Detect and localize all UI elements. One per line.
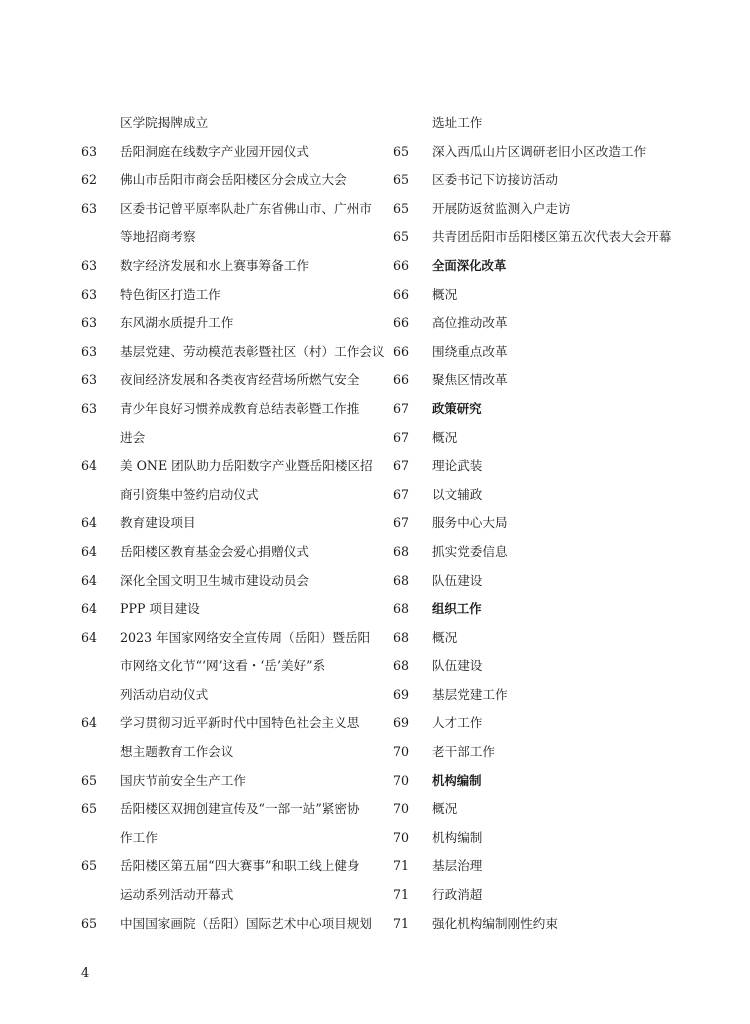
toc-entry-text: 概况 xyxy=(432,429,458,445)
toc-page-number: 63 xyxy=(81,200,98,216)
toc-page-number: 69 xyxy=(393,715,410,731)
toc-entry-text: 队伍建设 xyxy=(432,658,483,674)
toc-entry-text: 商引资集中签约启动仪式 xyxy=(120,486,259,502)
toc-entry-text: 高位推动改革 xyxy=(432,315,508,331)
toc-page-number: 68 xyxy=(393,572,410,588)
toc-entry xyxy=(0,567,390,596)
toc-page-number: 63 xyxy=(81,286,98,302)
toc-right-column xyxy=(380,109,750,938)
toc-entry xyxy=(380,910,750,939)
toc-entry xyxy=(0,767,390,796)
page-number: 4 xyxy=(81,966,90,981)
toc-entry-text: 队伍建设 xyxy=(432,572,483,588)
toc-entry xyxy=(0,910,390,939)
toc-entry-text: 国庆节前安全生产工作 xyxy=(120,772,246,788)
toc-heading-text: 政策研究 xyxy=(432,400,482,416)
toc-entry xyxy=(380,738,750,767)
toc-entry xyxy=(380,366,750,395)
toc-entry xyxy=(0,624,390,653)
toc-page-number: 65 xyxy=(81,801,98,817)
toc-page-number: 63 xyxy=(81,143,98,159)
toc-entry xyxy=(380,166,750,195)
toc-entry xyxy=(0,824,390,853)
toc-page-number: 67 xyxy=(393,486,410,502)
toc-entry-text: 人才工作 xyxy=(432,715,483,731)
toc-entry-text: 开展防返贫监测入户走访 xyxy=(432,200,571,216)
toc-heading-text: 全面深化改革 xyxy=(432,257,507,273)
toc-page-number: 63 xyxy=(81,315,98,331)
toc-page-number: 64 xyxy=(81,458,98,474)
toc-entry xyxy=(380,567,750,596)
toc-page-number: 66 xyxy=(393,372,410,388)
toc-entry xyxy=(0,309,390,338)
toc-page-number: 65 xyxy=(393,143,410,159)
toc-entry xyxy=(380,195,750,224)
toc-page-number: 71 xyxy=(393,915,410,931)
toc-entry xyxy=(0,795,390,824)
toc-entry-text: 作工作 xyxy=(120,829,158,845)
toc-page-number: 65 xyxy=(81,772,98,788)
toc-entry xyxy=(0,109,390,138)
toc-entry-text: 围绕重点改革 xyxy=(432,343,508,359)
toc-entry-text: 选址工作 xyxy=(432,115,483,130)
toc-entry-text: 学习贯彻习近平新时代中国特色社会主义思 xyxy=(120,715,360,731)
toc-entry xyxy=(380,795,750,824)
toc-section-heading xyxy=(380,252,750,281)
toc-entry-text: 聚焦区情改革 xyxy=(432,372,508,388)
toc-entry-text: 中国国家画院（岳阳）国际艺术中心项目规划 xyxy=(120,915,372,931)
toc-page-number: 71 xyxy=(393,887,410,903)
toc-entry xyxy=(0,138,390,167)
toc-entry-text: 理论武装 xyxy=(432,458,483,474)
toc-entry-text: 以文辅政 xyxy=(432,486,483,502)
toc-entry xyxy=(380,481,750,510)
toc-entry-text: 基层治理 xyxy=(432,858,483,874)
toc-entry-text: 区学院揭牌成立 xyxy=(120,115,209,130)
toc-page-number: 64 xyxy=(81,572,98,588)
toc-entry-text: 数字经济发展和水上赛事筹备工作 xyxy=(120,257,309,273)
toc-entry-text: 等地招商考察 xyxy=(120,229,196,245)
toc-page-number: 64 xyxy=(81,715,98,731)
toc-page-number: 70 xyxy=(393,829,410,845)
toc-page-number: 68 xyxy=(393,543,410,559)
toc-entry-text: 概况 xyxy=(432,801,458,817)
toc-entry-text: 区委书记下访接访活动 xyxy=(432,172,558,188)
toc-page-number: 71 xyxy=(393,858,410,874)
toc-entry-text: 机构编制 xyxy=(432,829,483,845)
toc-entry-text: 基层党建、劳动模范表彰暨社区（村）工作会议 xyxy=(120,343,385,359)
toc-page-number: 65 xyxy=(393,200,410,216)
toc-entry-text: 佛山市岳阳市商会岳阳楼区分会成立大会 xyxy=(120,172,347,188)
toc-entry xyxy=(380,681,750,710)
toc-entry-text: 概况 xyxy=(432,286,458,302)
toc-page-number: 64 xyxy=(81,629,98,645)
toc-entry-text: 美 ONE 团队助力岳阳数字产业暨岳阳楼区招 xyxy=(120,458,373,474)
toc-page-number: 66 xyxy=(393,343,410,359)
toc-entry-text: 想主题教育工作会议 xyxy=(120,744,234,760)
toc-page-number: 66 xyxy=(393,257,410,273)
toc-page-number: 65 xyxy=(81,915,98,931)
toc-page-number: 64 xyxy=(81,601,98,617)
toc-entry-text: 教育建设项目 xyxy=(120,515,196,531)
toc-entry xyxy=(380,852,750,881)
toc-section-heading xyxy=(380,395,750,424)
toc-entry-text: 深入西瓜山片区调研老旧小区改造工作 xyxy=(432,143,647,159)
toc-entry xyxy=(380,881,750,910)
toc-page-number: 62 xyxy=(81,172,98,188)
toc-entry xyxy=(0,223,390,252)
toc-page-number: 66 xyxy=(393,286,410,302)
toc-entry-text: 2023 年国家网络安全宣传周（岳阳）暨岳阳 xyxy=(120,629,371,645)
toc-entry xyxy=(0,738,390,767)
toc-entry-text: 岳阳楼区第五届“四大赛事”和职工线上健身 xyxy=(120,858,360,874)
toc-page-number: 63 xyxy=(81,400,98,416)
toc-entry-text: 概况 xyxy=(432,629,458,645)
toc-left-column xyxy=(0,109,390,938)
toc-entry-text: 夜间经济发展和各类夜宵经营场所燃气安全 xyxy=(120,372,360,388)
toc-entry xyxy=(380,624,750,653)
toc-entry xyxy=(0,595,390,624)
toc-page-number: 65 xyxy=(393,229,410,245)
toc-entry-text: 共青团岳阳市岳阳楼区第五次代表大会开幕 xyxy=(432,229,672,245)
toc-entry-text: 岳阳楼区双拥创建宣传及“一部一站”紧密协 xyxy=(120,801,360,817)
toc-entry xyxy=(0,281,390,310)
toc-entry xyxy=(0,166,390,195)
toc-entry-text: 深化全国文明卫生城市建设动员会 xyxy=(120,572,309,588)
toc-entry xyxy=(380,424,750,453)
toc-entry xyxy=(380,309,750,338)
toc-page-number: 70 xyxy=(393,744,410,760)
toc-entry xyxy=(0,709,390,738)
toc-page-number: 67 xyxy=(393,458,410,474)
toc-entry xyxy=(0,481,390,510)
toc-page-number: 65 xyxy=(81,858,98,874)
toc-entry-text: 基层党建工作 xyxy=(432,686,508,702)
toc-entry-text: 特色街区打造工作 xyxy=(120,286,221,302)
toc-heading-text: 机构编制 xyxy=(432,772,482,788)
toc-entry xyxy=(380,509,750,538)
toc-entry xyxy=(0,395,390,424)
toc-entry-text: 列活动启动仪式 xyxy=(120,686,209,702)
toc-page-number: 69 xyxy=(393,686,410,702)
toc-entry xyxy=(0,652,390,681)
toc-entry xyxy=(380,338,750,367)
toc-entry-text: 强化机构编制刚性约束 xyxy=(432,915,558,931)
toc-entry xyxy=(380,652,750,681)
toc-page-number: 68 xyxy=(393,658,410,674)
toc-section-heading xyxy=(380,595,750,624)
toc-entry xyxy=(0,424,390,453)
toc-page-number: 63 xyxy=(81,343,98,359)
toc-entry xyxy=(380,138,750,167)
toc-page-number: 63 xyxy=(81,257,98,273)
toc-page-number: 64 xyxy=(81,543,98,559)
toc-entry-text: 老干部工作 xyxy=(432,744,495,760)
toc-entry xyxy=(0,681,390,710)
toc-entry xyxy=(0,538,390,567)
toc-page-number: 70 xyxy=(393,801,410,817)
toc-page-number: 70 xyxy=(393,772,410,788)
toc-page-number: 66 xyxy=(393,315,410,331)
toc-entry-text: 青少年良好习惯养成教育总结表彰暨工作推 xyxy=(120,400,360,416)
toc-entry-text: 岳阳洞庭在线数字产业园开园仪式 xyxy=(120,143,309,159)
toc-entry-text: 服务中心大局 xyxy=(432,515,508,531)
toc-entry-text: 区委书记曾平原率队赴广东省佛山市、广州市 xyxy=(120,200,372,216)
toc-entry xyxy=(0,852,390,881)
toc-entry xyxy=(380,452,750,481)
toc-entry xyxy=(380,538,750,567)
toc-entry xyxy=(0,338,390,367)
toc-heading-text: 组织工作 xyxy=(432,601,482,617)
toc-page-number: 65 xyxy=(393,172,410,188)
toc-entry-text: 进会 xyxy=(120,429,146,445)
toc-entry-text: 抓实党委信息 xyxy=(432,543,508,559)
toc-page-number: 67 xyxy=(393,515,410,531)
toc-entry-text: 行政消超 xyxy=(432,887,483,903)
toc-page-number: 67 xyxy=(393,400,410,416)
toc-page-number: 68 xyxy=(393,629,410,645)
toc-entry xyxy=(380,223,750,252)
toc-entry xyxy=(380,281,750,310)
toc-entry xyxy=(0,195,390,224)
toc-page-number: 67 xyxy=(393,429,410,445)
toc-entry-text: 运动系列活动开幕式 xyxy=(120,887,234,903)
toc-page-number: 63 xyxy=(81,372,98,388)
toc-page-number: 68 xyxy=(393,601,410,617)
toc-section-heading xyxy=(380,767,750,796)
toc-entry xyxy=(0,509,390,538)
toc-page-number: 64 xyxy=(81,515,98,531)
toc-entry-text: 岳阳楼区教育基金会爱心捐赠仪式 xyxy=(120,543,309,559)
toc-entry xyxy=(0,366,390,395)
toc-entry xyxy=(0,452,390,481)
toc-entry xyxy=(380,709,750,738)
toc-entry-text: 东风湖水质提升工作 xyxy=(120,315,234,331)
toc-entry xyxy=(380,824,750,853)
toc-entry-text: 市网络文化节“‘网’这看・‘岳’美好”系 xyxy=(120,658,326,674)
toc-entry xyxy=(0,252,390,281)
toc-entry-text: PPP 项目建设 xyxy=(120,601,200,617)
toc-entry xyxy=(0,881,390,910)
toc-entry xyxy=(380,109,750,138)
